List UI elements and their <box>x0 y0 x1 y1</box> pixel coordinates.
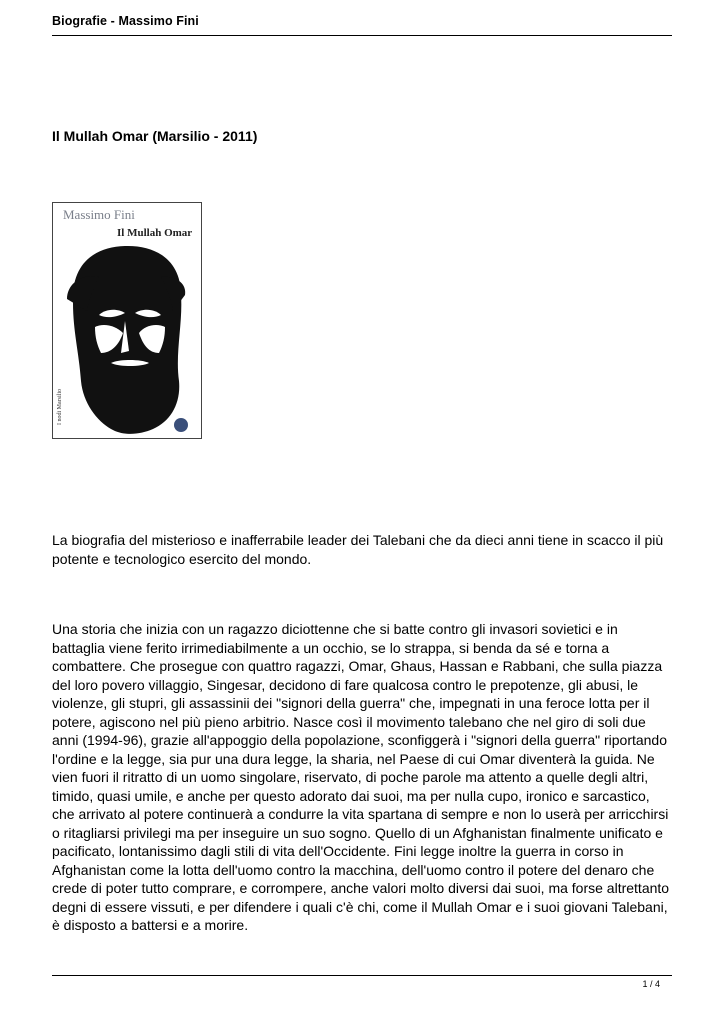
intro-paragraph: La biografia del misterioso e inafferrabile leader dei Talebani che da dieci anni tiene in scacco il più potente e tecnologico esercito del mondo. <box>52 532 664 567</box>
publisher-seal-icon <box>174 418 188 432</box>
book-cover-image <box>52 202 202 439</box>
footer-divider <box>52 975 672 976</box>
synopsis-paragraph: Una storia che inizia con un ragazzo diciottenne che si batte contro gli invasori sovietici e in battaglia viene ferito irrimediabilmente a un occhio, se lo strappa, si benda da sé e torna a combattere. Che prosegue con quattro ragazzi, Omar, Ghaus, Hassan e Rabbani, che sulla piazza del loro povero villaggio, Singesar, decidono di fare qualcosa contro le prepotenze, gli abusi, le violenze, gli stupri, gli assassinii dei "signori della guerra" che, impegnati in una feroce lotta per il potere, agiscono nel più pieno arbitrio. Nasce così il movimento talebano che nel giro di soli due anni (1994-96), grazie all'appoggio della popolazione, sconfiggerà i "signori della guerra" riportando l'ordine e la legge, sia pur una dura legge, la sharia, nel Paese di cui Omar diventerà la guida. Ne vien fuori il ritratto di un uomo singolare, riservato, di poche parole ma attento a quelle degli altri, timido, quasi umile, e anche per questo adorato dai suoi, ma per nulla cupo, ironico e sarcastico, che arrivato al potere continuerà a condurre la vita spartana di sempre e non lo userà per arricchirsi o ritagliarsi privilegi ma per inseguire un suo sogno. Quello di un Afghanistan finalmente unificato e pacificato, lontanissimo dagli stili di vita dell'Occidente. Fini legge inoltre la guerra in corso in Afghanistan come la lotta dell'uomo contro la macchina, dell'uomo contro il potere del denaro che crede di poter tutto comprare, e corrompere, anche valori molto diversi dai suoi, ma forse altrettanto degni di essere vissuti, e per difendere i quali c'è chi, come il Mullah Omar e i suoi giovani Talebani, è disposto a battersi e a morire. <box>52 621 670 933</box>
cover-author: Massimo Fini <box>63 207 135 222</box>
cover-spine-label: I nodi Marsilio <box>57 389 63 425</box>
header-divider <box>52 35 672 36</box>
page-number: 1 / 4 <box>642 979 660 989</box>
cover-illustration <box>53 203 201 438</box>
cover-title: Il Mullah Omar <box>117 227 193 239</box>
running-header-title: Biografie - Massimo Fini <box>52 14 199 28</box>
book-heading: Il Mullah Omar (Marsilio - 2011) <box>52 128 258 144</box>
